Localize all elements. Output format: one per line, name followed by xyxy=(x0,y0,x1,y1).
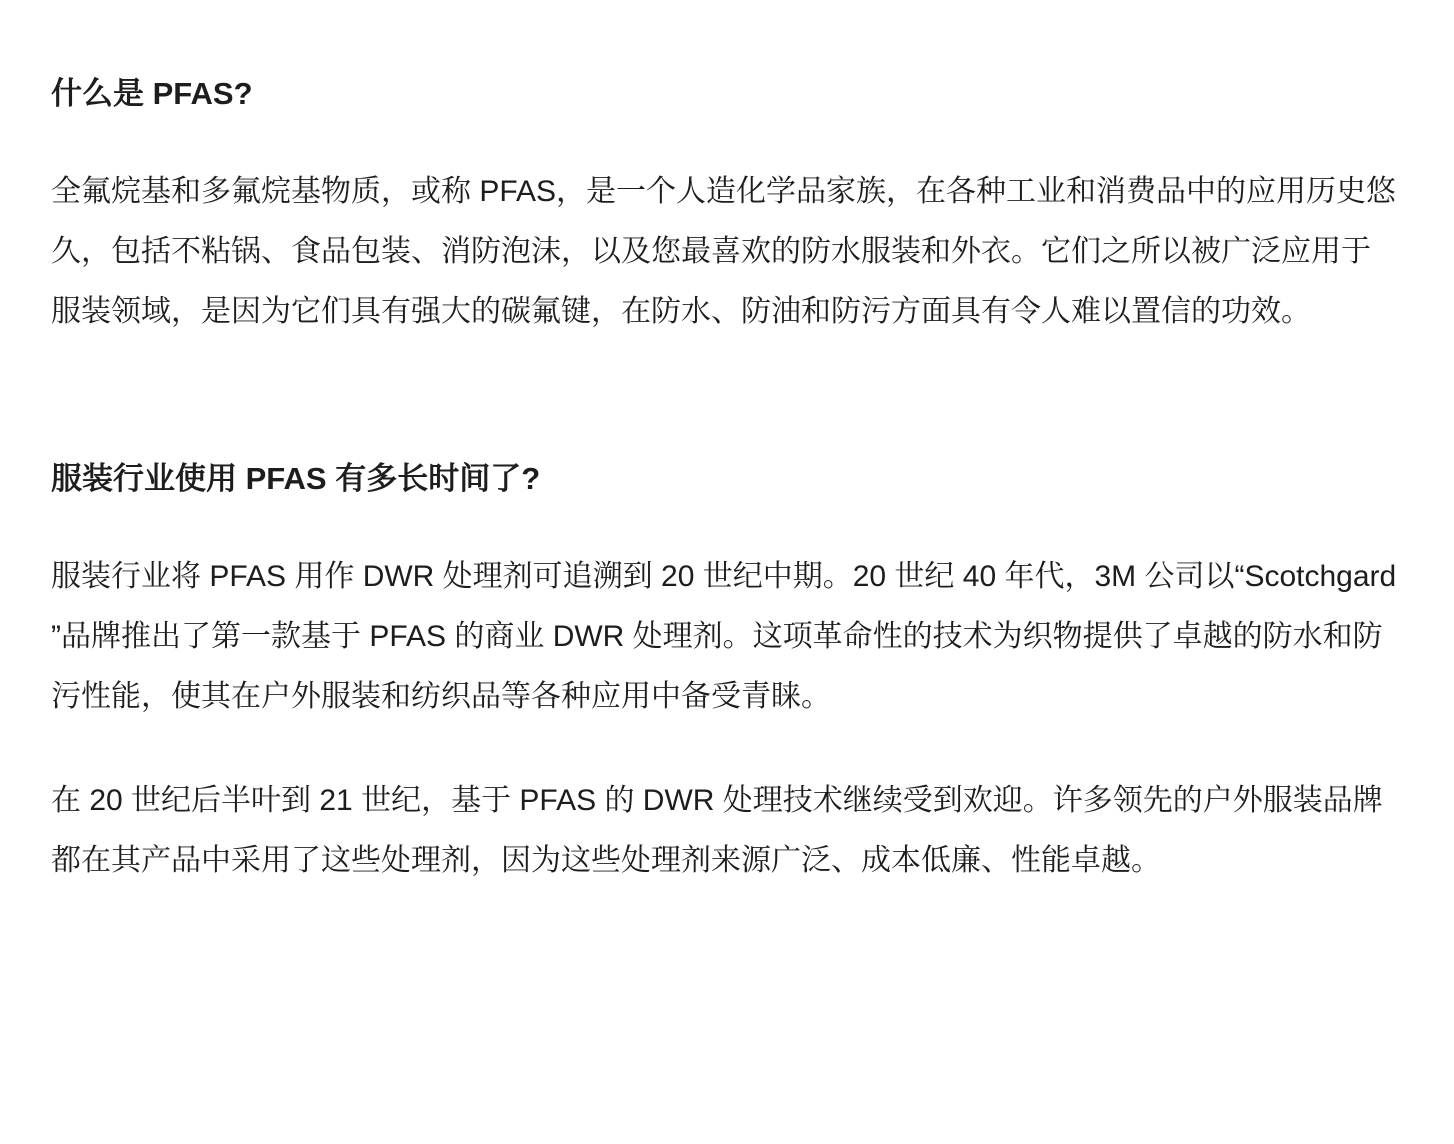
paragraph-pfas-popularity: 在 20 世纪后半叶到 21 世纪，基于 PFAS 的 DWR 处理技术继续受到欢迎。许多领先的户外服装品牌都在其产品中采用了这些处理剂，因为这些处理剂来源广泛、成本低廉、性能卓越。 xyxy=(51,784,1383,877)
section-what-is-pfas xyxy=(51,74,1400,342)
section-heading-pfas-history: 服装行业使用 PFAS 有多长时间了? xyxy=(51,461,541,496)
section-pfas-history xyxy=(51,459,1400,891)
paragraph-pfas-origin: 服装行业将 PFAS 用作 DWR 处理剂可追溯到 20 世纪中期。20 世纪 40 年代，3M 公司以“Scotchgard ”品牌推出了第一款基于 PFAS 的商业 DWR 处理剂。这项革命性的技术为织物提供了卓越的防水和防污性能，使其在户外服装和纺织品等各种应用中备受青睐。 xyxy=(51,560,1397,713)
section-heading-what-is-pfas: 什么是 PFAS? xyxy=(51,76,253,111)
paragraph-pfas-definition: 全氟烷基和多氟烷基物质，或称 PFAS，是一个人造化学品家族，在各种工业和消费品中的应用历史悠久，包括不粘锅、食品包装、消防泡沫，以及您最喜欢的防水服装和外衣。它们之所以被广泛应用于服装领域，是因为它们具有强大的碳氟键，在防水、防油和防污方面具有令人难以置信的功效。 xyxy=(51,175,1397,328)
